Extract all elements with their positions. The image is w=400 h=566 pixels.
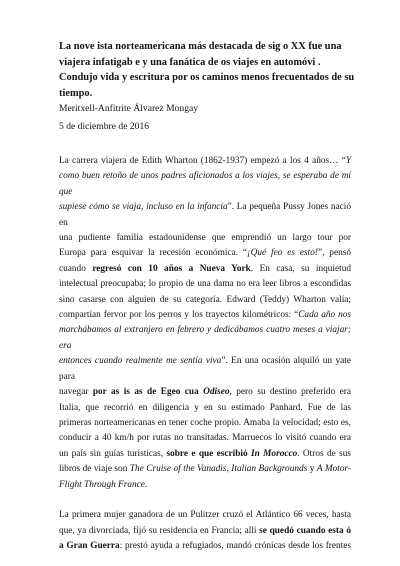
text-run: un país sin guías turísticas, — [59, 448, 167, 459]
body-line — [59, 508, 351, 523]
text-run: . En casa, su inquietud — [250, 263, 352, 274]
body-line — [59, 416, 351, 431]
italic-run: The Cruise of the Vanadis, Italian Backgrounds — [129, 464, 308, 475]
text-run: primeras norteamericanas en tener coche propio. Amaba la velocidad; esto es, — [59, 417, 351, 428]
body-line — [59, 431, 351, 446]
title-line: Condujo vida y escritura por os caminos menos frecuentados de su — [59, 72, 355, 83]
text-run: ”. En una ocasión alquiló un yate para — [59, 356, 351, 382]
bold-italic-run: Odiseo — [203, 387, 230, 398]
italic-run: supiese cómo se viaja, incluso en la infancia — [59, 202, 228, 213]
body-line — [59, 262, 351, 277]
body-line — [59, 323, 351, 354]
text-run: libros de viaje son — [59, 464, 130, 475]
text-run: Europa para esquivar la recesión económica. “ — [59, 248, 248, 259]
body-line — [59, 524, 351, 539]
text-run: : prestó ayuda a refugiados, mandó crónicas desde los frentes — [119, 541, 351, 552]
body-line — [59, 385, 351, 400]
article-body — [59, 154, 351, 555]
body-line — [59, 293, 351, 308]
bold-italic-run: In Morocco — [251, 448, 298, 459]
body-line — [59, 478, 351, 493]
body-line — [59, 246, 351, 261]
italic-run: Cada año nos — [298, 310, 351, 321]
body-line — [59, 169, 351, 200]
bold-run: regresó con 10 años a Nueva York — [92, 263, 251, 274]
body-line — [59, 154, 351, 169]
text-run: , pero su destino preferido era — [229, 387, 351, 398]
article-date: 5 de diciembre de 2016 — [59, 121, 150, 132]
paragraph-gap — [59, 493, 351, 508]
text-run: conducir a 40 km/h por rutas no transitadas. Marruecos lo visitó cuando era — [59, 433, 351, 444]
body-line — [59, 539, 351, 554]
text-run: intelectual preocupaba; lo propio de una dama no era leer libros a escondidas — [59, 279, 351, 290]
bold-run: por as is as de Egeo cua — [92, 387, 199, 398]
text-run: ”. La pequeña Pussy Jones nació en — [59, 202, 351, 228]
bold-run: sobre e que escribió — [166, 448, 252, 459]
italic-run: Flight Through France — [59, 479, 145, 490]
body-line — [59, 354, 351, 385]
italic-run: A Motor- — [316, 464, 351, 475]
body-line — [59, 308, 351, 323]
text-run: cuando — [59, 263, 93, 274]
article-title — [59, 39, 359, 101]
text-run: sino casarse con alguien de su categoría. Edward (Teddy) Wharton valía; — [59, 294, 351, 305]
text-run: Italia, que recorrió en diligencia y en su estimado Panhard. Fue de las — [59, 402, 351, 413]
bold-run: se quedó cuando esta ó — [259, 525, 351, 536]
body-line — [59, 200, 351, 231]
italic-run: ¡Qué feo es esto! — [247, 248, 318, 259]
body-line — [59, 401, 351, 416]
body-line — [59, 231, 351, 246]
text-run: navegar — [59, 387, 93, 398]
italic-run: marchábamos al extranjero en febrero y dedicábamos cuatro meses a viajar; era — [59, 325, 351, 351]
text-run: . — [144, 479, 148, 490]
body-line — [59, 447, 351, 462]
article-author: Meritxell-Anfitrite Álvarez Mongay — [59, 103, 199, 114]
text-run: La carrera viajera de Edith Wharton (1862-1937) empezó a los 4 años… “ — [59, 156, 346, 166]
text-run: ”, pensó — [317, 248, 351, 259]
italic-run: entonces cuando realmente me sentía viva — [59, 356, 222, 367]
body-line — [59, 462, 351, 477]
title-line: viajera infatigab e y una fanática de os viajes en automóvi . — [59, 56, 321, 68]
bold-run: a Gran Guerra — [59, 541, 120, 552]
italic-run: Y — [345, 156, 351, 166]
text-run: La primera mujer ganadora de un Pulitzer cruzó el Atlántico 66 veces, hasta — [59, 510, 351, 521]
body-line — [59, 277, 351, 292]
italic-run: como buen retoño de unos padres aficionados a los viajes, se esperaba de mí que — [59, 171, 351, 197]
title-line: tiempo. — [59, 87, 93, 99]
text-run: y — [307, 464, 317, 475]
text-run: . Otros de sus — [297, 448, 351, 459]
text-run: una pudiente familia estadounidense que emprendió un largo tour por — [59, 233, 351, 244]
title-line: La nove ista norteamericana más destacada de sig o XX fue una — [59, 41, 342, 52]
text-run: compartían fervor por los perros y los trayectos kilométricos: “ — [59, 310, 299, 321]
text-run: que, ya divorciada, fijó su residencia en Francia; allí — [59, 525, 260, 536]
